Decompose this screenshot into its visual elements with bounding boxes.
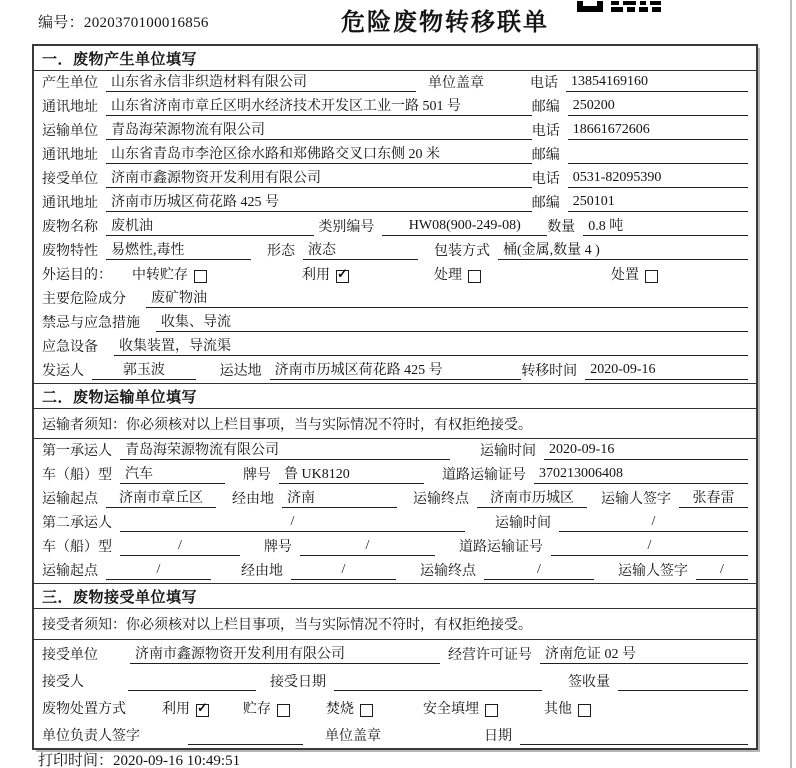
carrier2-row (34, 511, 756, 535)
producer-postcode-value: 250200 (568, 98, 748, 116)
carrier2-label: 第二承运人 (42, 516, 112, 531)
equipment-row (34, 335, 756, 359)
address-label: 通讯地址 (42, 196, 98, 211)
emergency-value: 收集、导流 (156, 311, 748, 332)
print-time (38, 749, 240, 768)
plate-label: 牌号 (264, 540, 292, 555)
disposal-row (34, 694, 756, 721)
document-number-label: 编号： (38, 15, 84, 31)
checkbox-checked-icon (336, 270, 349, 283)
purpose-option-dispose (611, 264, 658, 284)
via-label: 经由地 (241, 564, 283, 579)
category-label: 类别编号 (318, 220, 375, 235)
seal-label: 单位盖章 (428, 76, 484, 91)
road-permit-value: / (551, 538, 748, 556)
receiver-postcode-value: 250101 (568, 194, 748, 212)
form-label: 形态 (267, 244, 295, 259)
disposal-option-landfill (423, 698, 498, 718)
address-label: 通讯地址 (42, 148, 98, 163)
recipient-label: 接受人 (42, 675, 84, 690)
head-sign-label: 单位负责人签字 (42, 729, 140, 744)
shipper-value: 郭玉波 (92, 359, 196, 380)
carrier1-time-value: 2020-09-16 (544, 442, 748, 460)
checkbox-icon (360, 704, 373, 717)
producer-value: 山东省永信非织造材料有限公司 (106, 71, 416, 92)
phone-label: 电话 (530, 76, 558, 91)
terminus-value: / (484, 562, 594, 580)
disposal-option-other (544, 698, 591, 718)
purpose-label: 外运目的： (42, 268, 112, 283)
destination-value: 济南市历城区荷花路 425 号 (270, 359, 522, 380)
waste-characteristics-row (34, 239, 756, 263)
emergency-label: 禁忌与应急措施 (42, 316, 140, 331)
category-value: HW08(900-249-08) (382, 218, 547, 236)
waste-name-value: 废机油 (106, 215, 314, 236)
transporter-phone-value: 18661672606 (568, 122, 748, 140)
print-time-value: 2020-09-16 10:49:51 (113, 753, 241, 768)
purpose-option-utilize (302, 264, 349, 284)
print-time-label: 打印时间： (38, 753, 114, 768)
transporter-address-row (34, 143, 756, 167)
transporter-address-value: 山东省青岛市李沧区徐水路和郑佛路交叉口东侧 20 米 (106, 143, 532, 164)
quantity-value: 0.8 吨 (583, 215, 748, 236)
transport-time-label: 运输时间 (495, 516, 551, 531)
section3-notice: 接受者须知：你必须核对以上栏目事项，当与实际情况不符时，有权拒绝接受。 (34, 609, 756, 640)
qr-code-fragment-icon (577, 0, 661, 18)
hazard-label: 主要危险成分 (42, 292, 126, 307)
disposal-option-label: 焚烧 (326, 702, 354, 717)
purpose-option-treat (434, 264, 481, 284)
terminus-label: 运输终点 (413, 492, 469, 507)
producer-row (34, 71, 756, 95)
carrier2-vehicle-row (34, 535, 756, 559)
received-qty-value (618, 673, 748, 691)
date-label: 日期 (484, 729, 512, 744)
checkbox-icon (485, 704, 498, 717)
carrier-sign-label: 运输人签字 (601, 492, 671, 507)
checkbox-icon (468, 270, 481, 283)
characteristics-value: 易燃性,毒性 (106, 239, 251, 260)
vehicle-value: 汽车 (120, 463, 225, 484)
disposal-option-utilize (162, 698, 209, 718)
receiver-address-row (34, 191, 756, 215)
plate-label: 牌号 (243, 468, 271, 483)
disposal-label: 废物处置方式 (42, 702, 126, 717)
purpose-option-label: 利用 (302, 268, 330, 283)
transporter-value: 青岛海荣源物流有限公司 (106, 119, 532, 140)
vehicle-label: 车（船）型 (42, 468, 112, 483)
checkbox-icon (578, 704, 591, 717)
section2-title: 二．废物运输单位填写 (34, 383, 756, 409)
received-qty-label: 签收量 (568, 675, 610, 690)
checkbox-icon (194, 270, 207, 283)
checkbox-icon (277, 704, 290, 717)
receiver-label: 接受单位 (42, 648, 98, 663)
head-sign-value (188, 727, 303, 745)
disposal-option-label: 其他 (544, 702, 572, 717)
page-title: 危险废物转移联单 (341, 10, 549, 36)
plate-value: / (300, 538, 435, 556)
head-sign-row (34, 721, 756, 748)
section3-title: 三．废物接受单位填写 (34, 583, 756, 609)
road-permit-label: 道路运输证号 (459, 540, 543, 555)
date-value (520, 727, 748, 745)
accept-unit-row (34, 640, 756, 667)
receiver-address-value: 济南市历城区荷花路 425 号 (106, 191, 532, 212)
emergency-row (34, 311, 756, 335)
terminus-value: 济南市历城区 (477, 487, 587, 508)
phone-label: 电话 (531, 124, 560, 139)
origin-value: / (106, 562, 211, 580)
quantity-label: 数量 (547, 220, 576, 235)
vehicle-label: 车（船）型 (42, 540, 112, 555)
via-value: 济南 (282, 487, 397, 508)
equipment-label: 应急设备 (42, 340, 98, 355)
vehicle-value: / (120, 538, 240, 556)
carrier-sign-value: 张春雷 (679, 487, 748, 508)
purpose-option-transfer-storage (132, 264, 207, 284)
hazard-value: 废矿物油 (146, 287, 748, 308)
via-value: / (291, 562, 396, 580)
disposal-option-label: 安全填埋 (423, 702, 479, 717)
carrier-sign-label: 运输人签字 (618, 564, 688, 579)
recipient-row (34, 667, 756, 694)
origin-label: 运输起点 (42, 492, 98, 507)
producer-label: 产生单位 (42, 76, 98, 91)
permit-label: 经营许可证号 (448, 648, 532, 663)
receiver-phone-value: 0531-82095390 (568, 170, 748, 188)
receive-date-value (334, 673, 542, 691)
origin-value: 济南市章丘区 (106, 487, 216, 508)
road-permit-label: 道路运输证号 (442, 468, 526, 483)
equipment-value: 收集装置，导流渠 (114, 335, 748, 356)
purpose-option-label: 处理 (434, 268, 462, 283)
transporter-row (34, 119, 756, 143)
transporter-label: 运输单位 (42, 124, 98, 139)
postcode-label: 邮编 (531, 148, 560, 163)
form-value: 液态 (303, 239, 418, 260)
transfer-time-value: 2020-09-16 (585, 362, 748, 380)
carrier1-vehicle-row (34, 463, 756, 487)
hazard-row (34, 287, 756, 311)
carrier2-route-row (34, 559, 756, 583)
manifest-form (32, 44, 758, 750)
accept-unit-value: 济南市鑫源物资开发利用有限公司 (130, 643, 440, 664)
carrier2-time-value: / (559, 514, 748, 532)
address-label: 通讯地址 (42, 100, 98, 115)
carrier1-route-row (34, 487, 756, 511)
purpose-row (34, 263, 756, 287)
disposal-option-label: 贮存 (243, 702, 271, 717)
receive-date-label: 接受日期 (270, 675, 326, 690)
shipper-row (34, 359, 756, 383)
destination-label: 运达地 (219, 364, 262, 379)
packaging-label: 包装方式 (434, 244, 490, 259)
recipient-value (128, 673, 256, 691)
carrier1-row (34, 439, 756, 463)
seal-label: 单位盖章 (325, 729, 381, 744)
transfer-time-label: 转移时间 (521, 364, 578, 379)
carrier1-label: 第一承运人 (42, 444, 112, 459)
purpose-option-label: 中转贮存 (132, 268, 188, 283)
permit-value: 济南危证 02 号 (540, 643, 748, 664)
checkbox-icon (645, 270, 658, 283)
postcode-label: 邮编 (531, 100, 560, 115)
road-permit-value: 370213006408 (534, 466, 748, 484)
phone-label: 电话 (531, 172, 560, 187)
shipper-label: 发运人 (42, 364, 84, 379)
via-label: 经由地 (232, 492, 274, 507)
purpose-option-label: 处置 (611, 268, 639, 283)
checkbox-checked-icon (196, 704, 209, 717)
producer-address-value: 山东省济南市章丘区明水经济技术开发区工业一路 501 号 (106, 95, 532, 116)
producer-address-row (34, 95, 756, 119)
receiver-value: 济南市鑫源物资开发利用有限公司 (106, 167, 532, 188)
producer-phone-value: 13854169160 (566, 74, 748, 92)
transport-time-label: 运输时间 (480, 444, 536, 459)
waste-name-label: 废物名称 (42, 220, 98, 235)
carrier-sign-value: / (696, 562, 748, 580)
page-edge-line (790, 0, 792, 768)
origin-label: 运输起点 (42, 564, 98, 579)
carrier2-value: / (120, 514, 465, 532)
terminus-label: 运输终点 (420, 564, 476, 579)
carrier1-value: 青岛海荣源物流有限公司 (120, 439, 450, 460)
receiver-row (34, 167, 756, 191)
disposal-option-incinerate (326, 698, 373, 718)
section2-notice: 运输者须知：你必须核对以上栏目事项，当与实际情况不符时，有权拒绝接受。 (34, 409, 756, 439)
postcode-label: 邮编 (531, 196, 560, 211)
plate-value: 鲁 UK8120 (279, 463, 424, 484)
receiver-label: 接受单位 (42, 172, 98, 187)
characteristics-label: 废物特性 (42, 244, 98, 259)
waste-name-row (34, 215, 756, 239)
disposal-option-label: 利用 (162, 702, 190, 717)
document-number-value: 2020370100016856 (83, 15, 209, 31)
packaging-value: 桶(金属,数量 4 ) (498, 239, 748, 260)
transporter-postcode-value (568, 146, 748, 164)
disposal-option-storage (243, 698, 290, 718)
section1-title: 一．废物产生单位填写 (34, 46, 756, 71)
